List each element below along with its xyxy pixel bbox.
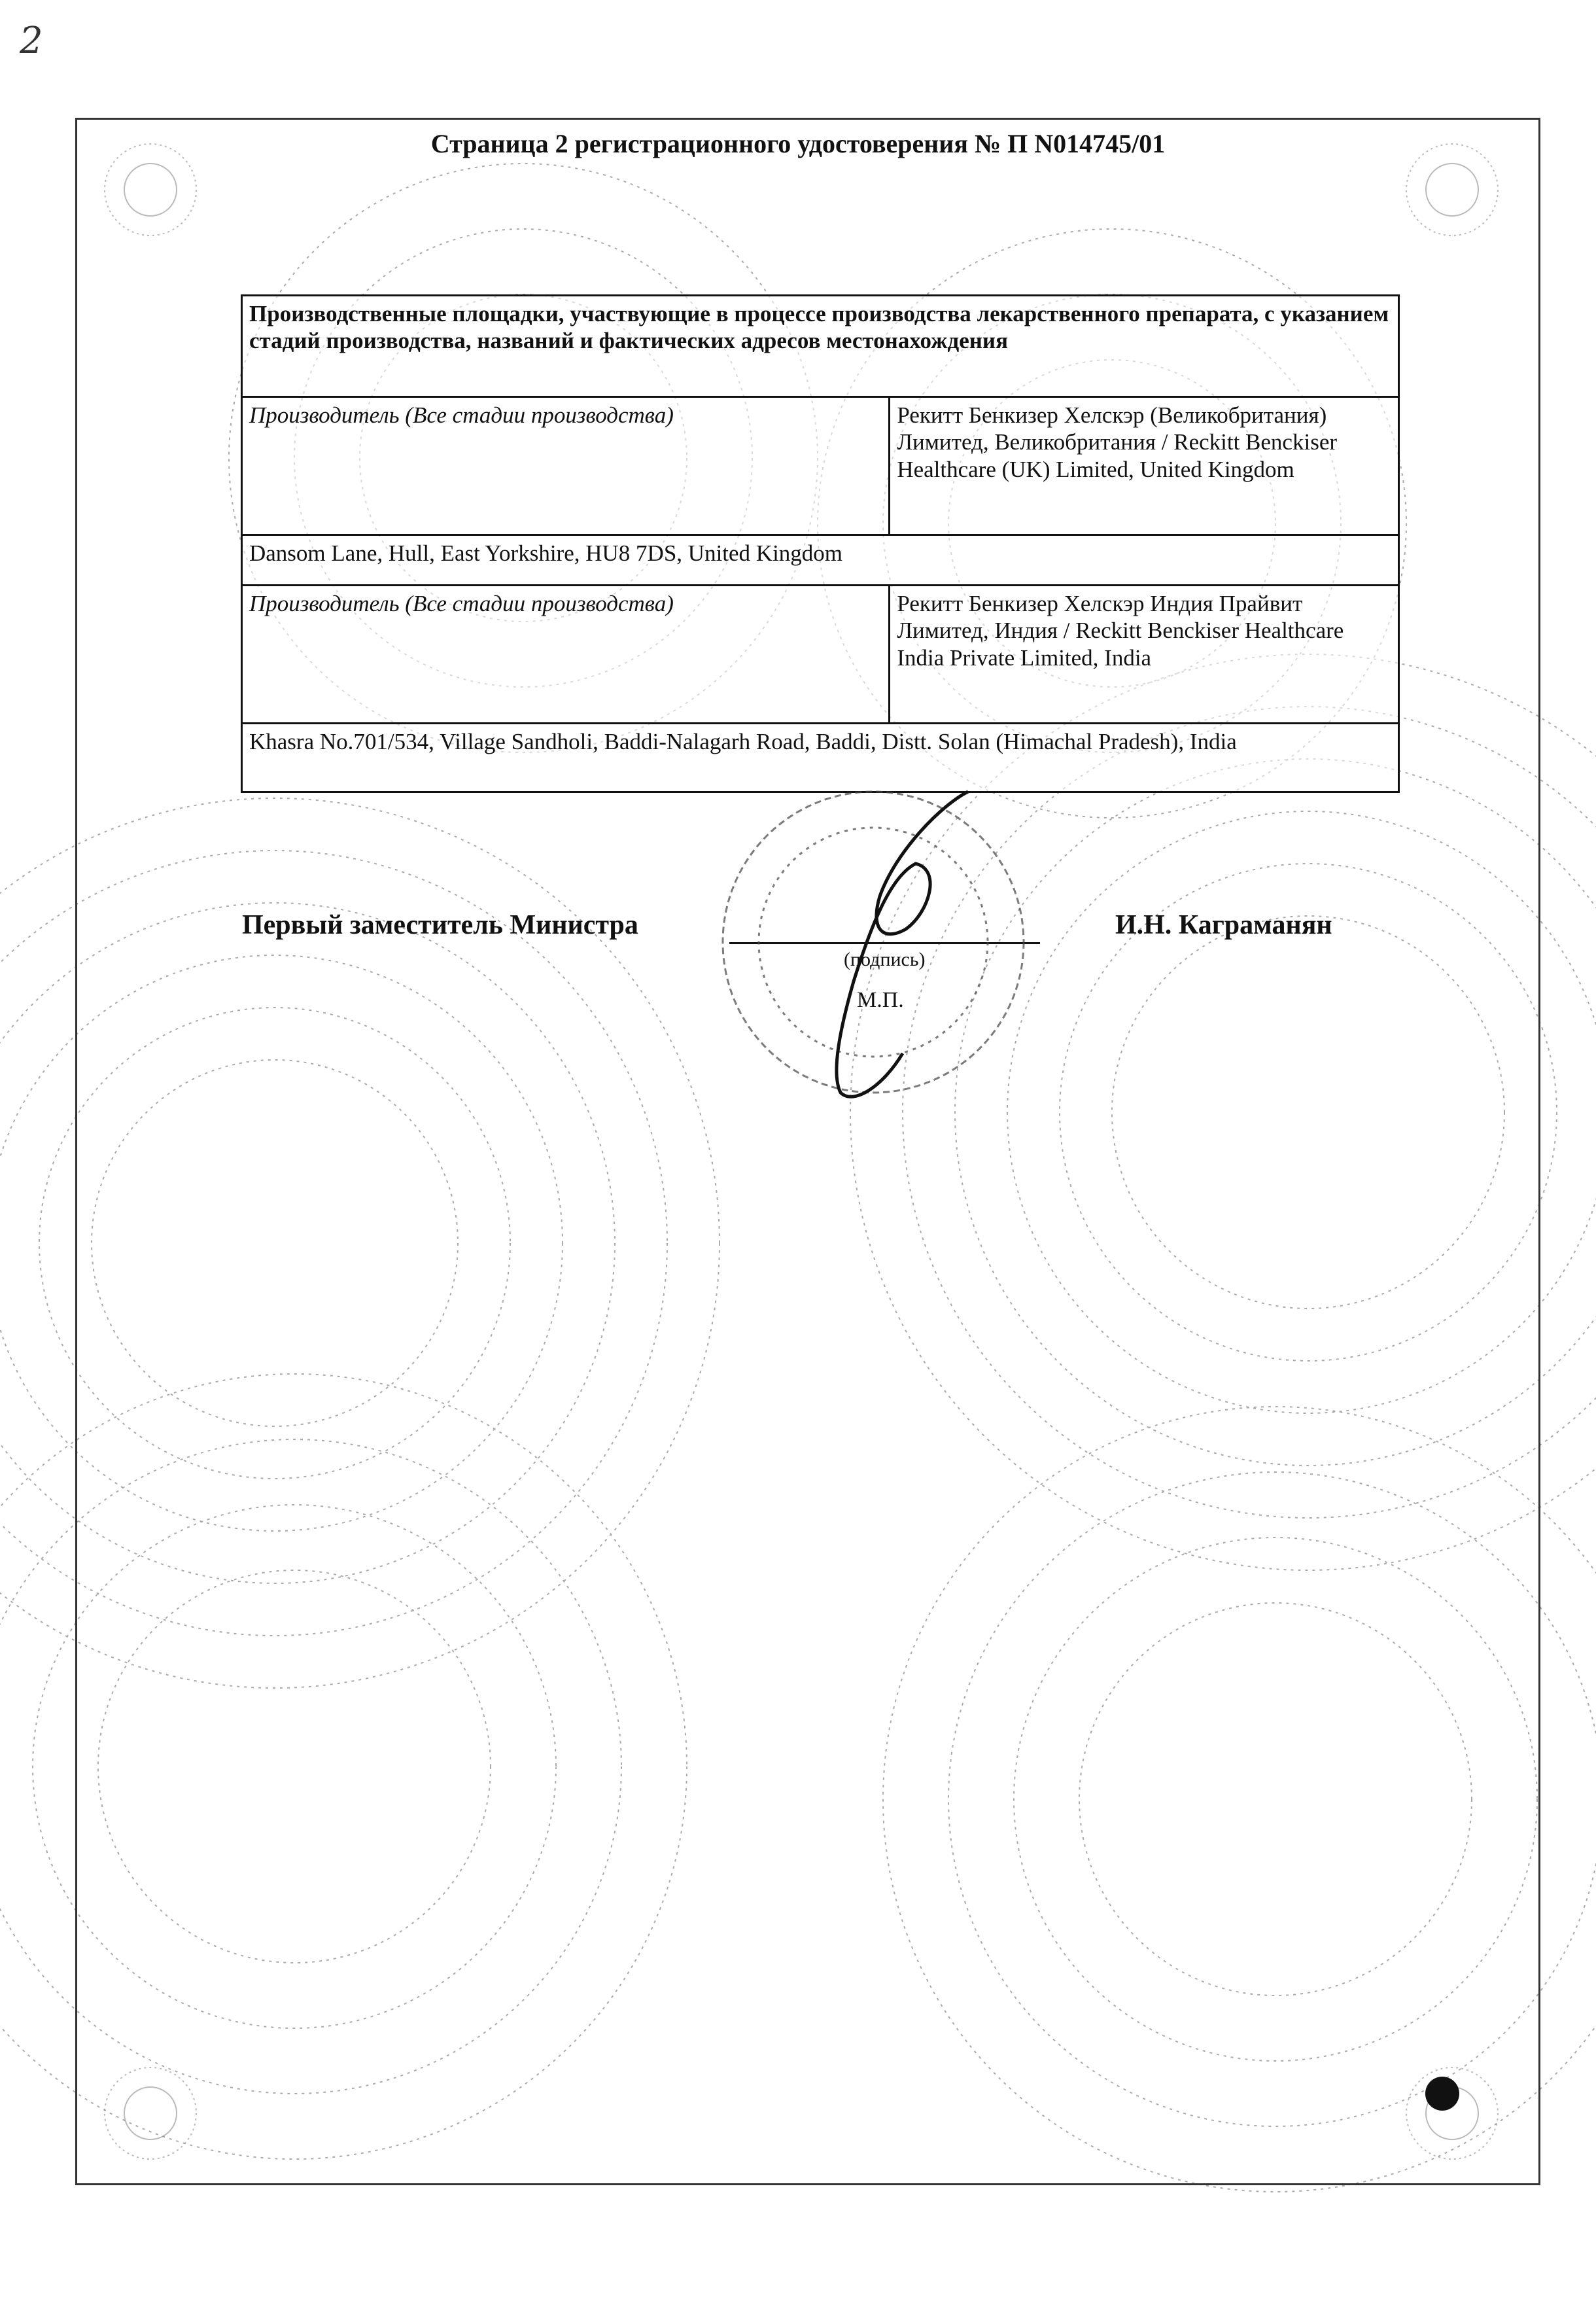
table-row bbox=[242, 586, 1399, 724]
signature-caption: (подпись) bbox=[844, 949, 926, 970]
signatory-title: Первый заместитель Министра bbox=[242, 910, 638, 940]
page-title: Страница 2 регистрационного удостоверения № П N014745/01 bbox=[430, 129, 1166, 158]
site-name-cell: Рекитт Бенкизер Хелскэр Индия Прайвит Лимитед, Индия / Reckitt Benckiser Healthcare India Private Limited, India bbox=[890, 586, 1399, 724]
site-address-cell: Dansom Lane, Hull, East Yorkshire, HU8 7DS, United Kingdom bbox=[242, 535, 1399, 586]
table-row bbox=[242, 397, 1399, 535]
site-role-cell: Производитель (Все стадии производства) bbox=[242, 397, 890, 535]
manufacturing-sites-table bbox=[241, 294, 1400, 793]
site-name-cell: Рекитт Бенкизер Хелскэр (Великобритания) Лимитед, Великобритания / Reckitt Benckiser Healthcare (UK) Limited, United Kingdom bbox=[890, 397, 1399, 535]
table-row bbox=[242, 724, 1399, 792]
table-header-row bbox=[242, 296, 1399, 397]
site-role-cell: Производитель (Все стадии производства) bbox=[242, 586, 890, 724]
handwritten-page-number: 2 bbox=[20, 20, 43, 62]
table-header-cell: Производственные площадки, участвующие в процессе производства лекарственного препарата, с указанием стадий производства, названий и фактических адресов местонахождения bbox=[242, 296, 1399, 397]
seal-placeholder-label: М.П. bbox=[857, 988, 904, 1012]
signature-line bbox=[729, 942, 1040, 944]
site-address-cell: Khasra No.701/534, Village Sandholi, Baddi-Nalagarh Road, Baddi, Distt. Solan (Himachal Pradesh), India bbox=[242, 724, 1399, 792]
table-row bbox=[242, 535, 1399, 586]
signatory-name: И.Н. Каграманян bbox=[1115, 910, 1332, 940]
